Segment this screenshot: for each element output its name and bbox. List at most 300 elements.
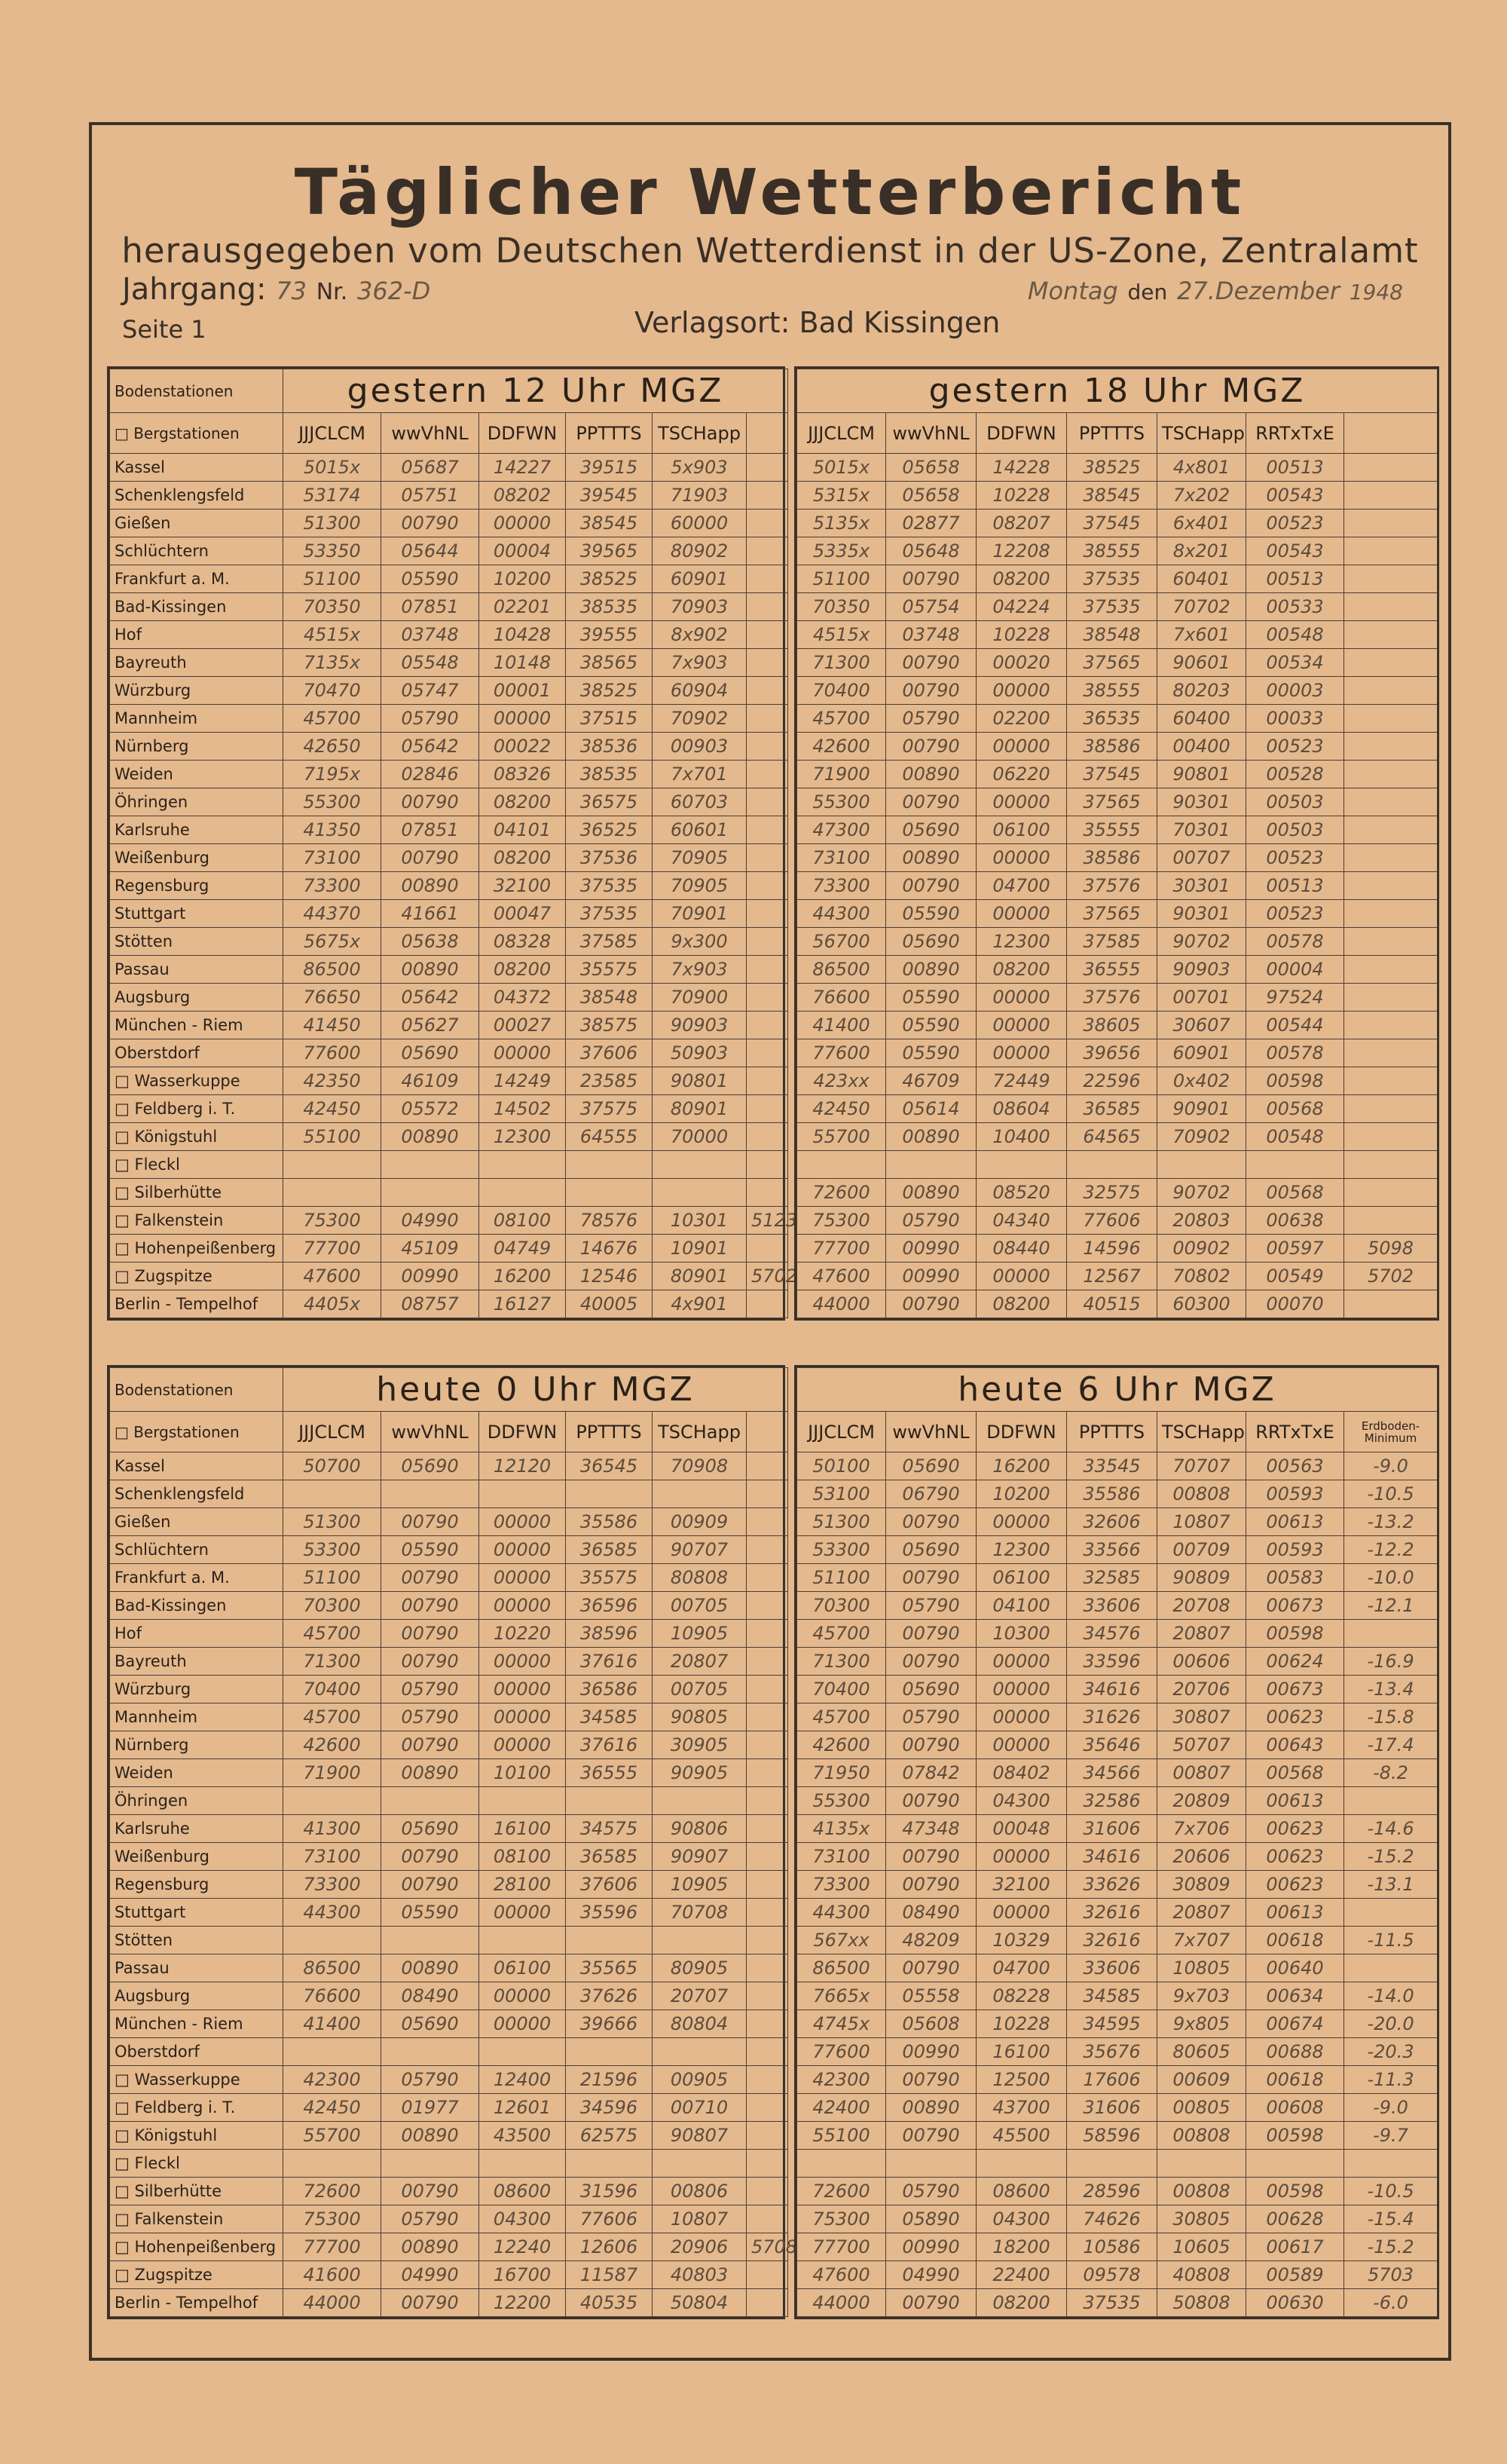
value-cell: 10301 [653,1207,747,1235]
station-name: Schenklengsfeld [110,1480,283,1508]
table-row [110,1263,788,1290]
station-name: Bayreuth [110,649,283,677]
value-cell: 00578 [1246,1039,1344,1067]
jahrgang-line [122,272,430,307]
value-cell [747,1592,788,1620]
value-cell [747,2261,788,2289]
value-cell: 72600 [797,1179,886,1207]
value-cell: 90601 [1157,649,1246,677]
station-name: □ Wasserkuppe [110,2066,283,2094]
value-cell: 45700 [283,1703,381,1731]
value-cell: -15.2 [1344,1843,1438,1871]
value-cell [747,677,788,705]
table-row [797,872,1438,900]
value-cell: 90805 [653,1703,747,1731]
table-row [110,1564,788,1592]
value-cell: 06790 [886,1480,977,1508]
value-cell: 8x201 [1157,537,1246,565]
value-cell [747,1290,788,1318]
value-cell: 00004 [479,537,566,565]
value-cell: 37535 [1067,2289,1157,2317]
table-row [110,2289,788,2317]
col-rr: RRTxTxE [1246,1412,1344,1452]
value-cell [1344,1787,1438,1815]
value-cell: 12200 [479,2289,566,2317]
value-cell: 00673 [1246,1676,1344,1703]
value-cell: 00000 [479,1899,566,1927]
value-cell: 50804 [653,2289,747,2317]
value-cell: 08440 [977,1235,1067,1263]
value-cell: 37535 [566,872,653,900]
table-row [110,1731,788,1759]
value-cell: 60000 [653,510,747,537]
value-cell: 04100 [977,1592,1067,1620]
value-cell: 06100 [479,1954,566,1982]
value-cell: 50808 [1157,2289,1246,2317]
col-empty [747,1412,788,1452]
table-row [797,1620,1438,1648]
value-cell: 00000 [977,1648,1067,1676]
value-cell [747,2122,788,2150]
value-cell: 00790 [886,1508,977,1536]
value-cell: 00890 [381,2233,479,2261]
table-row [797,1235,1438,1263]
value-cell: 00000 [977,984,1067,1012]
table-row [110,1982,788,2010]
value-cell: 08200 [479,844,566,872]
value-cell: 35586 [1067,1480,1157,1508]
value-cell: 30807 [1157,1703,1246,1731]
table-row [797,816,1438,844]
value-cell [747,2038,788,2066]
value-cell: 00020 [977,649,1067,677]
value-cell: -10.5 [1344,2178,1438,2205]
table-row [110,1815,788,1843]
body-gestern-12 [110,454,798,1318]
value-cell: 35565 [566,1954,653,1982]
year-value: 1948 [1349,280,1403,305]
table-row [110,2233,788,2261]
value-cell: 00790 [381,2178,479,2205]
value-cell: 7665x [797,1982,886,2010]
table-row [110,956,788,984]
value-cell: 00990 [886,2038,977,2066]
value-cell [653,1480,747,1508]
table-row [797,2205,1438,2233]
col-ww: wwVhNL [381,1412,479,1452]
value-cell: 86500 [283,956,381,984]
value-cell: 80902 [653,537,747,565]
value-cell: 00790 [886,733,977,761]
block-gestern-12 [107,366,798,1321]
value-cell: 41350 [283,816,381,844]
value-cell [479,1927,566,1954]
value-cell: 75300 [797,2205,886,2233]
value-cell: 00790 [886,565,977,593]
value-cell [1246,1151,1344,1179]
value-cell: 39666 [566,2010,653,2038]
value-cell: 45500 [977,2122,1067,2150]
value-cell: 47600 [797,1263,886,1290]
value-cell: 64565 [1067,1123,1157,1151]
value-cell: 70000 [653,1123,747,1151]
value-cell: 33596 [1067,1648,1157,1676]
value-cell [747,1508,788,1536]
station-name: □ Fleckl [110,2150,283,2178]
value-cell: 70300 [283,1592,381,1620]
value-cell: 43500 [479,2122,566,2150]
table-row [110,1871,788,1899]
value-cell: 36555 [566,1759,653,1787]
table-row [110,1927,788,1954]
value-cell: 00790 [381,1843,479,1871]
value-cell: 00503 [1246,788,1344,816]
table-row [110,621,788,649]
col-jjj: JJJCLCM [797,1412,886,1452]
value-cell [747,984,788,1012]
value-cell [747,900,788,928]
value-cell: 12208 [977,537,1067,565]
table-row [797,1954,1438,1982]
value-cell: 12606 [566,2233,653,2261]
value-cell: 86500 [797,1954,886,1982]
table-row [110,677,788,705]
value-cell: 77700 [797,2233,886,2261]
value-cell [1344,621,1438,649]
value-cell: 17606 [1067,2066,1157,2094]
value-cell: 00003 [1246,677,1344,705]
value-cell: 62575 [566,2122,653,2150]
value-cell: 00048 [977,1815,1067,1843]
value-cell [747,1648,788,1676]
station-name: Regensburg [110,1871,283,1899]
station-name: Augsburg [110,984,283,1012]
value-cell: 7x701 [653,761,747,788]
value-cell [1344,565,1438,593]
value-cell [653,1787,747,1815]
value-cell: 00000 [977,1508,1067,1536]
value-cell: 38586 [1067,733,1157,761]
value-cell: 12546 [566,1263,653,1290]
value-cell: 00673 [1246,1592,1344,1620]
value-cell: 02201 [479,593,566,621]
value-cell: 38555 [1067,537,1157,565]
value-cell: -14.0 [1344,1982,1438,2010]
station-name: Kassel [110,1452,283,1480]
value-cell: 71900 [283,1759,381,1787]
value-cell: 70707 [1157,1452,1246,1480]
value-cell [747,2289,788,2317]
table-row [110,1480,788,1508]
value-cell: 38605 [1067,1012,1157,1039]
table-row [797,1123,1438,1151]
value-cell: 00598 [1246,1620,1344,1648]
value-cell [566,1787,653,1815]
table-row [797,565,1438,593]
value-cell: 38575 [566,1012,653,1039]
value-cell: 08228 [977,1982,1067,2010]
value-cell: 00890 [381,956,479,984]
value-cell [747,1095,788,1123]
value-cell: 33545 [1067,1452,1157,1480]
table-row [797,1703,1438,1731]
station-name: □ Zugspitze [110,2261,283,2289]
value-cell: 20707 [653,1982,747,2010]
value-cell: 00000 [479,1039,566,1067]
value-cell: 32616 [1067,1927,1157,1954]
value-cell [747,1703,788,1731]
value-cell: -11.5 [1344,1927,1438,1954]
value-cell: 42300 [797,2066,886,2094]
value-cell [747,593,788,621]
value-cell: 37535 [1067,593,1157,621]
value-cell [797,2150,886,2178]
value-cell: 76600 [283,1982,381,2010]
value-cell: 00628 [1246,2205,1344,2233]
value-cell: 6x401 [1157,510,1246,537]
value-cell: 08200 [977,1290,1067,1318]
value-cell: 41600 [283,2261,381,2289]
value-cell: -8.2 [1344,1759,1438,1787]
value-cell: 10228 [977,482,1067,510]
table-row [797,454,1438,482]
value-cell: 60703 [653,788,747,816]
value-cell: 12300 [977,928,1067,956]
value-cell: 9x805 [1157,2010,1246,2038]
value-cell: 20807 [1157,1620,1246,1648]
value-cell: 38535 [566,593,653,621]
station-name: □ Hohenpeißenberg [110,2233,283,2261]
value-cell [747,1179,788,1207]
value-cell: 9x300 [653,928,747,956]
value-cell: -11.3 [1344,2066,1438,2094]
body-gestern-18 [797,454,1438,1318]
value-cell [566,1151,653,1179]
table-row [797,900,1438,928]
value-cell: 70400 [797,677,886,705]
value-cell: 04300 [977,1787,1067,1815]
station-name: □ Falkenstein [110,2205,283,2233]
value-cell: 05690 [886,1676,977,1703]
value-cell: -12.1 [1344,1592,1438,1620]
value-cell: 00033 [1246,705,1344,733]
value-cell: 32616 [1067,1899,1157,1927]
value-cell: 10228 [977,621,1067,649]
value-cell [1344,1954,1438,1982]
value-cell [1157,2150,1246,2178]
station-name: Nürnberg [110,733,283,761]
bergstationen-label: □ Bergstationen [110,413,283,454]
table-heute-0 [109,1367,798,2317]
value-cell [653,2038,747,2066]
value-cell: 44370 [283,900,381,928]
value-cell [566,1179,653,1207]
table-row [110,816,788,844]
value-cell: 20809 [1157,1787,1246,1815]
value-cell: 00543 [1246,482,1344,510]
value-cell: 00000 [977,733,1067,761]
value-cell: 00533 [1246,593,1344,621]
value-cell: 36535 [1067,705,1157,733]
value-cell: 74626 [1067,2205,1157,2233]
station-name: □ Fleckl [110,1151,283,1179]
value-cell: 39545 [566,482,653,510]
value-cell: 42600 [797,1731,886,1759]
station-name: Weiden [110,761,283,788]
value-cell: 97524 [1246,984,1344,1012]
value-cell: 47600 [797,2261,886,2289]
table-row [110,1151,788,1179]
value-cell: 00790 [886,677,977,705]
value-cell: 00623 [1246,1703,1344,1731]
table-row [797,2094,1438,2122]
value-cell: 00790 [381,1508,479,1536]
value-cell: 37606 [566,1039,653,1067]
value-cell: 41661 [381,900,479,928]
value-cell: 45109 [381,1235,479,1263]
value-cell: 00000 [479,1982,566,2010]
value-cell: -9.0 [1344,1452,1438,1480]
value-cell: 46709 [886,1067,977,1095]
station-name: □ Falkenstein [110,1207,283,1235]
value-cell: 08200 [977,956,1067,984]
value-cell [1246,2150,1344,2178]
value-cell: 14502 [479,1095,566,1123]
value-cell: 60601 [653,816,747,844]
table-row [110,1235,788,1263]
value-cell [797,1151,886,1179]
value-cell: 35575 [566,956,653,984]
bodenstationen-label: Bodenstationen [110,1368,283,1412]
value-cell: 05590 [381,565,479,593]
table-row [110,1899,788,1927]
value-cell: 31606 [1067,2094,1157,2122]
station-name: Kassel [110,454,283,482]
value-cell: 36585 [566,1536,653,1564]
value-cell: 14249 [479,1067,566,1095]
value-cell [1344,677,1438,705]
value-cell: 80203 [1157,677,1246,705]
station-name: Schlüchtern [110,537,283,565]
value-cell: 39656 [1067,1039,1157,1067]
table-row [797,1731,1438,1759]
value-cell: 38536 [566,733,653,761]
value-cell: 36585 [566,1843,653,1871]
block-title: gestern 18 Uhr MGZ [797,369,1438,413]
table-row [797,1871,1438,1899]
table-row [110,1787,788,1815]
table-row [797,2122,1438,2150]
value-cell [747,1620,788,1648]
value-cell: 00000 [479,1536,566,1564]
col-jjj: JJJCLCM [797,413,886,454]
value-cell: 70470 [283,677,381,705]
value-cell: 41400 [283,2010,381,2038]
table-row [797,1263,1438,1290]
value-cell: 08490 [886,1899,977,1927]
value-cell: 37565 [1067,649,1157,677]
value-cell: 00613 [1246,1508,1344,1536]
station-name: Öhringen [110,788,283,816]
value-cell: 00543 [1246,537,1344,565]
col-dd: DDFWN [479,1412,566,1452]
value-cell: 70901 [653,900,747,928]
value-cell: 00589 [1246,2261,1344,2289]
value-cell: 05790 [886,1592,977,1620]
value-cell: 60401 [1157,565,1246,593]
value-cell: 45700 [283,1620,381,1648]
value-cell: 7195x [283,761,381,788]
table-row [110,705,788,733]
table-row [110,984,788,1012]
value-cell: 8x902 [653,621,747,649]
value-cell: 71300 [797,649,886,677]
value-cell: 70902 [1157,1123,1246,1151]
value-cell [747,788,788,816]
table-row [110,872,788,900]
value-cell: 05790 [886,1703,977,1731]
value-cell [1344,733,1438,761]
station-name: Oberstdorf [110,1039,283,1067]
value-cell: 90801 [653,1067,747,1095]
value-cell: 37565 [1067,788,1157,816]
date-value: 27.Dezember [1176,277,1340,305]
table-row [797,844,1438,872]
station-name: Würzburg [110,677,283,705]
value-cell [381,1179,479,1207]
value-cell [1344,482,1438,510]
value-cell: 05548 [381,649,479,677]
value-cell: 77606 [566,2205,653,2233]
value-cell [747,1787,788,1815]
value-cell: 37606 [566,1871,653,1899]
value-cell: 00790 [886,649,977,677]
table-row [797,1843,1438,1871]
value-cell [381,2150,479,2178]
value-cell: 45700 [797,1703,886,1731]
table-row [110,1207,788,1235]
value-cell: 90907 [653,1843,747,1871]
value-cell: 05590 [886,900,977,928]
value-cell [747,705,788,733]
station-name: Weißenburg [110,844,283,872]
value-cell: 05690 [381,2010,479,2038]
value-cell: 70708 [653,1899,747,1927]
table-row [110,761,788,788]
value-cell: -20.0 [1344,2010,1438,2038]
value-cell [566,2038,653,2066]
value-cell [747,2010,788,2038]
value-cell: 00549 [1246,1263,1344,1290]
value-cell: 00503 [1246,816,1344,844]
station-name: Stuttgart [110,900,283,928]
value-cell [1344,1207,1438,1235]
table-row [797,621,1438,649]
value-cell: 80901 [653,1263,747,1290]
value-cell [1344,537,1438,565]
table-row [110,593,788,621]
value-cell: 05690 [381,1815,479,1843]
value-cell [747,649,788,677]
value-cell [886,1151,977,1179]
value-cell: 00623 [1246,1815,1344,1843]
value-cell: 00790 [886,1731,977,1759]
value-cell: 70702 [1157,593,1246,621]
value-cell: 00790 [886,1290,977,1318]
col-dd: DDFWN [977,1412,1067,1452]
value-cell: 16700 [479,2261,566,2289]
value-cell: 00790 [381,1731,479,1759]
